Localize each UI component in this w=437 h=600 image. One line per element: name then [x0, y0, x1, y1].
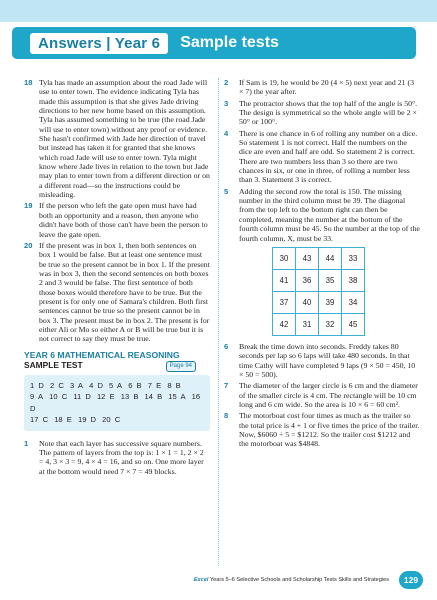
answer-key-question: 15: [168, 392, 177, 402]
answer-item: [224, 342, 420, 379]
answer-key-entry: [70, 381, 85, 390]
sample-test-row: [24, 361, 210, 372]
answer-item: [224, 187, 420, 243]
answer-key-letter: D: [97, 380, 103, 390]
answer-key-entry: [73, 392, 93, 401]
answer-item: [224, 381, 420, 409]
page-title: Answers | Year 6: [30, 33, 168, 54]
grid-cell: 39: [319, 291, 342, 313]
answer-key-letter: E: [66, 415, 72, 425]
answer-key-entry: [89, 381, 105, 390]
answer-key-letter: D: [38, 380, 44, 390]
page-subtitle: Sample tests: [180, 34, 279, 51]
answer-number: 4: [224, 128, 229, 138]
answer-key-entry: [102, 415, 122, 424]
answer-key-question: 20: [102, 415, 111, 425]
answer-key-letter: B: [136, 380, 142, 390]
grid-row: [273, 247, 365, 269]
answer-explanation: Break the time down into seconds. Freddy takes 80 seconds per lap so 6 laps will take 480 seconds. In that time Cathy will have completed 9 laps (9 × 50 = 450, 10 × 50 = 500).: [239, 341, 416, 379]
answer-key-letter: E: [109, 392, 115, 402]
answer-explanation: Tyla has made an assumption about the road Jade will use to enter town. The evidence indicating Tyla has made this assumption is that she gives Jade driving directions to her new home based on this assumption. Tyla has assumed something to be true (the road Jade will use to enter town) without any proof or evidence. She hasn't confirmed with Jade her direction of travel but instead has taken it for granted that she knows which road Jade will use to enter town. Tyla might know where Jade lives in relation to the town but Jade may plan to enter town from a different direction or on a different road—so the instructions could be misleading.: [39, 78, 210, 200]
grid-cell: 41: [273, 269, 296, 291]
magic-square-wrap: [272, 247, 420, 336]
answer-key-entry: [97, 392, 117, 401]
grid-row: [273, 313, 365, 335]
answer-explanation: If the present was in box 1, then both sentences on box 1 would be false. But at least one sentence must be true so the present cannot be in box 1. If the present was in box 3, then the second sentences on both boxes 2 and 3 would be false. The first sentence of both those boxes would therefore have to be true. But the present is for only one of Samara's children. Both first sentences cannot be true so the present cannot be in box 3. The present must be in box 2. The present is for either Ali or Mo so either A or B will be true but it is not correct to say they must be true.: [39, 240, 210, 344]
answer-key-letter: A: [180, 392, 186, 402]
page-header: [0, 0, 437, 62]
answer-number: 18: [24, 78, 33, 87]
right-column: [224, 78, 420, 451]
answer-key-question: 1: [30, 380, 35, 390]
answer-key-question: 3: [69, 380, 75, 390]
answer-key-letter: A: [77, 380, 83, 390]
answer-item: [224, 411, 420, 448]
answer-number: 3: [224, 98, 229, 108]
answer-explanation: The diameter of the larger circle is 6 cm and the diameter of the smaller circle is 4 cm. The rectangle will be 10 cm long and 6 cm wide. So the area is 10 × 6 = 60 cm².: [239, 381, 418, 409]
grid-cell: 40: [296, 291, 319, 313]
grid-cell: 36: [296, 269, 319, 291]
page-footer: [0, 570, 437, 600]
answer-key-question: 14: [144, 392, 153, 402]
answer-key-letter: B: [157, 392, 163, 402]
title-banner: [12, 27, 416, 59]
answer-key-question: 13: [120, 392, 130, 402]
answer-explanation: The motorboat cost four times as much as the trailer so the total price is 4 + 1 or five times the price of the trailer. Now, $6060 ÷ 5 = $1212. So the trailer cost $1212 and the motorboat was $4848.: [239, 411, 420, 449]
answer-key-question: 2: [49, 380, 55, 390]
answer-key-letter: B: [133, 392, 139, 402]
answer-key-entry: [30, 415, 50, 424]
section-heading: YEAR 6 MATHEMATICAL REASONING: [24, 349, 180, 360]
grid-cell: 33: [342, 247, 365, 269]
answer-key-entry: [30, 381, 46, 390]
answer-number: 19: [24, 201, 33, 211]
grid-cell: 42: [273, 313, 296, 335]
answer-key-letter: A: [37, 392, 44, 402]
sample-test-label: SAMPLE TEST: [24, 360, 83, 371]
answer-key-entry: [109, 381, 124, 390]
answer-explanation: If Sam is 19, he would be 20 (4 × 5) next year and 21 (3 × 7) the year after.: [239, 78, 415, 97]
answer-key-entry: [121, 392, 141, 401]
answer-key-question: 19: [77, 415, 87, 425]
answer-key-entry: [145, 392, 165, 401]
answer-item: [24, 241, 210, 344]
page-reference-badge: Page 94: [166, 361, 196, 372]
left-column: [24, 78, 210, 478]
answer-explanation: There is one chance in 6 of rolling any number on a dice. So statement 1 is not correct. Half the numbers on the dice are even and half are odd. So statement 2 is correct. There are two numbers less than 3 so there are two chances in six, or one in three, of rolling a number less than 3. Statement 3 is correct.: [239, 128, 418, 185]
answer-key-letter: B: [175, 380, 181, 390]
answer-item: [224, 78, 420, 97]
answer-key-question: 6: [128, 380, 133, 390]
answer-number: 6: [224, 341, 229, 351]
footer-brand: Excel: [193, 577, 209, 583]
answer-key-question: 4: [89, 380, 94, 390]
answer-number: 5: [224, 186, 229, 196]
answer-key-question: 7: [147, 380, 152, 390]
answer-explanation: Note that each layer has successive square numbers. The pattern of layers from the top is: 1 × 1 = 1, 2 × 2 = 4, 3 × 3 = 9, 4 × 4 = 16, and so on. One more layer at the bottom would need 7 × 7 = 49 blocks.: [39, 438, 204, 476]
answer-explanation: If the person who left the gate open must have had both an opportunity and a reason, then anyone who didn't have both of those can't have been the person to leave the gate open.: [39, 201, 208, 239]
magic-square-grid: [272, 247, 365, 336]
answer-key-letter: D: [85, 392, 91, 402]
answer-item: [24, 78, 210, 199]
answer-key-letter: C: [61, 392, 68, 402]
answer-key-letter: C: [114, 415, 121, 425]
answer-key-question: 18: [54, 415, 63, 425]
grid-row: [273, 269, 365, 291]
answer-key-question: 8: [167, 380, 172, 390]
grid-cell: 44: [319, 247, 342, 269]
answer-item: [224, 99, 420, 127]
answer-key-entry: [78, 415, 98, 424]
grid-cell: 37: [273, 291, 296, 313]
answer-key-entry: [128, 381, 143, 390]
answer-key-question: 16: [191, 392, 201, 402]
header-top-bar: [0, 0, 437, 22]
answers-content: [24, 78, 424, 568]
answer-key-question: 12: [96, 392, 106, 402]
page-number: 129: [399, 571, 423, 589]
answer-number: 7: [224, 381, 229, 391]
answer-number: 1: [24, 438, 29, 448]
footer-text: [194, 577, 389, 583]
answer-key-question: 5: [109, 380, 114, 390]
answer-key-letter: A: [116, 380, 123, 390]
answer-key-entry: [50, 381, 66, 390]
answer-number: 8: [224, 411, 229, 421]
answer-key-letter: C: [42, 415, 49, 425]
answer-key-entry: [167, 381, 182, 390]
answer-key-letter: D: [30, 403, 36, 413]
answer-key-question: 9: [30, 392, 35, 402]
answer-key-letter: C: [58, 380, 64, 390]
answer-item: [224, 129, 420, 185]
grid-cell: 34: [342, 291, 365, 313]
grid-cell: 43: [296, 247, 319, 269]
grid-cell: 32: [319, 313, 342, 335]
answer-item: [24, 439, 210, 476]
answer-key-entry: [148, 381, 163, 390]
answer-key-letter: E: [156, 380, 162, 390]
answer-key-entry: [54, 415, 74, 424]
answer-number: 20: [24, 240, 33, 250]
answer-key-question: 10: [49, 392, 58, 402]
answer-item: [24, 201, 210, 238]
answer-explanation: The protractor shows that the top half of the angle is 50°. The design is symmetrical so the whole angle will be 2 × 50° or 100°.: [239, 98, 418, 127]
answer-key-entry: [168, 392, 187, 401]
answer-key-box: [24, 375, 210, 431]
answer-key-entry: [30, 392, 45, 401]
grid-cell: 38: [342, 269, 365, 291]
grid-cell: 30: [273, 247, 296, 269]
answer-key-letter: D: [90, 415, 97, 425]
footer-title: Years 5–6 Selective Schools and Scholarship Tests Skills and Strategies: [208, 577, 389, 583]
answer-key-entry: [49, 392, 69, 401]
grid-cell: 45: [342, 313, 365, 335]
answer-key-question: 11: [73, 392, 82, 402]
grid-cell: 31: [296, 313, 319, 335]
grid-cell: 35: [319, 269, 342, 291]
answer-number: 2: [224, 78, 229, 87]
answer-key-question: 17: [30, 415, 39, 425]
grid-row: [273, 291, 365, 313]
answer-explanation: Adding the second row the total is 150. The missing number in the third column must be 39. The diagonal from the top left to the bottom right can then be completed, meaning the number at the bottom of the fourth column must be 45. So the number at the top of the fourth column, X, must be 33.: [239, 186, 420, 243]
column-divider: [218, 78, 219, 566]
